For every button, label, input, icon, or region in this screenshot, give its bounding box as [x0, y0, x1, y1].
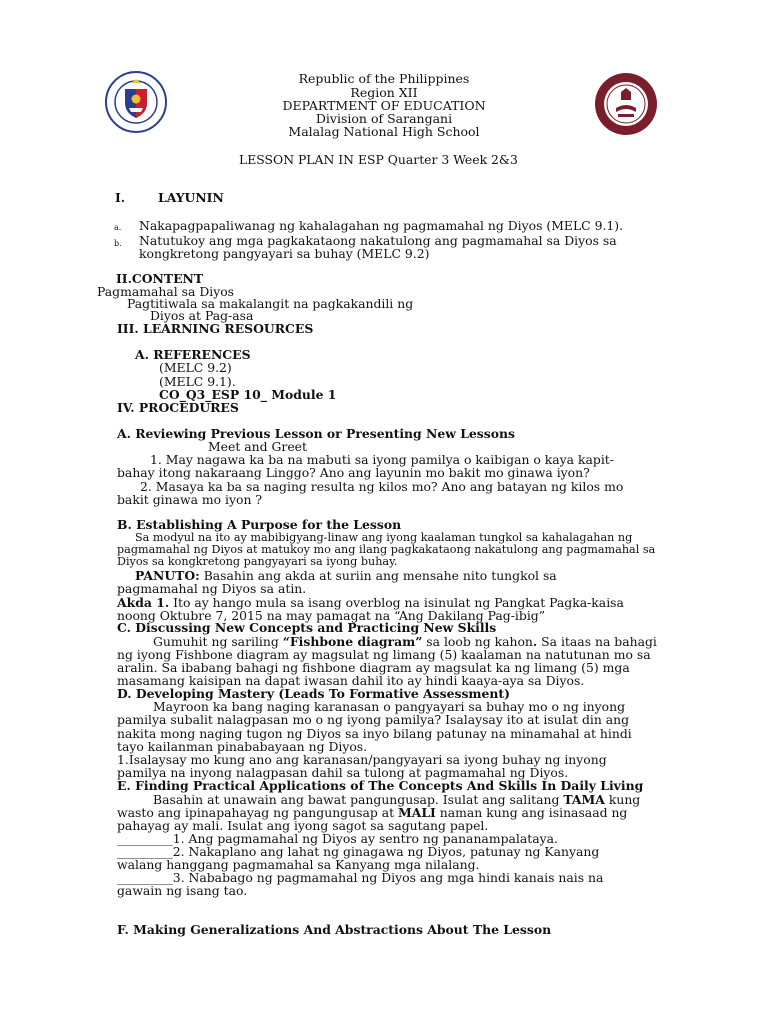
- objective-a: Nakapagpapaliwanag ng kahalagahan ng pagmamahal ng Diyos (MELC 9.1).: [139, 218, 624, 233]
- content-heading: II.CONTENT: [116, 271, 204, 286]
- procedure-a-line-5: bakit ginawa mo iyon ?: [117, 492, 263, 507]
- document-title: LESSON PLAN IN ESP Quarter 3 Week 2&3: [239, 152, 518, 167]
- content-line-2: Pagtitiwala sa makalangit na pagkakandili ng: [127, 296, 414, 311]
- procedure-d-line-1: Mayroon ka bang naging karanasan o pangyayari sa buhay mo o ng inyong: [153, 699, 626, 714]
- panuto-line-2: pagmamahal ng Diyos sa atin.: [117, 581, 307, 596]
- procedure-e-line-3: pahayag ay mali. Isulat ang iyong sagot sa sagutang papel.: [117, 818, 489, 833]
- header-school: Malalag National High School: [288, 124, 480, 139]
- procedure-d-line-5: 1.Isalaysay mo kung ano ang karanasan/pangyayari sa iyong buhay ng inyong: [117, 752, 607, 767]
- procedures-heading: IV. PROCEDURES: [117, 400, 239, 415]
- header-division: Division of Sarangani: [315, 111, 453, 126]
- fishbone-period: .: [532, 634, 538, 649]
- reference-module: CO_Q3_ESP 10_ Module 1: [159, 387, 337, 402]
- mali-term: MALI: [398, 805, 436, 820]
- procedure-e-item-2-cont: walang hanggang pagmamahal sa Kanyang mga nilalang.: [117, 857, 480, 872]
- akda-text: Ito ay hango mula sa isang overblog na isinulat ng Pangkat Pagka-kaisa: [169, 595, 624, 610]
- reference-2: (MELC 9.1).: [159, 374, 236, 389]
- objective-b-line1: Natutukoy ang mga pagkakataong nakatulong ang pagmamahal sa Diyos sa: [139, 233, 617, 248]
- procedure-a-line-4: 2. Masaya ka ba sa naging resulta ng kilos mo? Ano ang batayan ng kilos mo: [140, 479, 624, 494]
- procedure-b-small-1: Sa modyul na ito ay mabibigyang-linaw ang iyong kaalaman tungkol sa kahalagahan ng: [135, 531, 633, 544]
- procedure-f-heading: F. Making Generalizations And Abstractions About The Lesson: [117, 922, 552, 937]
- procedure-e-item-3-cont: gawain ng isang tao.: [117, 883, 248, 898]
- procedure-a-line-1: Meet and Greet: [208, 439, 307, 454]
- procedure-a-line-3: bahay itong nakaraang Linggo? Ano ang layunin mo bakit mo ginawa iyon?: [117, 465, 590, 480]
- mali-text-post: naman kung ang isinasaad ng: [435, 805, 628, 820]
- list-marker-a: a.: [114, 223, 122, 232]
- panuto-label: PANUTO:: [135, 568, 200, 583]
- mali-text-pre: wasto ang ipinapahayag ng pangungusap at: [117, 805, 399, 820]
- content-line-3: Diyos at Pag-asa: [150, 308, 254, 323]
- procedure-d-heading: D. Developing Mastery (Leads To Formative Assessment): [117, 686, 511, 701]
- procedure-b-small-3: Diyos sa kongkretong pangyayari sa iyong buhay.: [117, 555, 398, 568]
- procedure-e-heading: E. Finding Practical Applications of The Concepts And Skills In Daily Living: [117, 778, 644, 793]
- procedure-c-line-4: masamang kaisipan na dapat iwasan dahil ito ay hindi kaaya-aya sa Diyos.: [117, 673, 585, 688]
- tama-text-post: kung: [604, 792, 641, 807]
- fishbone-term: “Fishbone diagram”: [282, 634, 423, 649]
- objective-b-line2: kongkretong pangyayari sa buhay (MELC 9.2): [139, 246, 430, 261]
- panuto-text: Basahin ang akda at suriin ang mensahe nito tungkol sa: [199, 568, 557, 583]
- procedure-b-small-2: pagmamahal ng Diyos at matukoy mo ang ilang pagkakataong nakatulong ang pagmamahal sa: [117, 543, 656, 556]
- section-number-i: I.: [115, 190, 126, 205]
- procedure-e-item-2: _________2. Nakaplano ang lahat ng ginagawa ng Diyos, patunay ng Kanyang: [117, 844, 600, 859]
- layunin-heading: LAYUNIN: [158, 190, 224, 205]
- procedure-d-line-2: pamilya subalit nalagpasan mo o ng iyong pamilya? Isalaysay ito at isulat din ang: [117, 712, 630, 727]
- procedure-c-heading: C. Discussing New Concepts and Practicing New Skills: [117, 620, 497, 635]
- content-line-1: Pagmamahal sa Diyos: [97, 284, 235, 299]
- header-republic: Republic of the Philippines: [298, 71, 470, 86]
- procedure-e-item-3: _________3. Nababago ng pagmamahal ng Diyos ang mga hindi kanais nais na: [117, 870, 604, 885]
- header-department: DEPARTMENT OF EDUCATION: [282, 98, 486, 113]
- procedure-c-line-3: aralin. Sa ibabang bahagi ng fishbone diagram ay magsulat ka ng limang (5) mga: [117, 660, 630, 675]
- header-region: Region XII: [350, 85, 418, 100]
- fishbone-text-post: sa loob ng kahon: [422, 634, 533, 649]
- procedure-a-heading: A. Reviewing Previous Lesson or Presenting New Lessons: [117, 426, 516, 441]
- procedure-a-line-2: 1. May nagawa ka ba na mabuti sa iyong pamilya o kaibigan o kaya kapit-: [150, 452, 614, 467]
- tama-term: TAMA: [563, 792, 605, 807]
- reference-1: (MELC 9.2): [159, 360, 232, 375]
- procedure-e-item-1: _________1. Ang pagmamahal ng Diyos ay sentro ng pananampalataya.: [117, 831, 558, 846]
- tama-text-pre: Basahin at unawain ang bawat pangungusap. Isulat ang salitang: [153, 792, 564, 807]
- procedure-b-heading: B. Establishing A Purpose for the Lesson: [117, 517, 402, 532]
- akda-line-2: noong Oktubre 7, 2015 na may pamagat na “Ang Dakilang Pag-ibig”: [117, 608, 546, 623]
- akda-label: Akda 1.: [117, 595, 170, 610]
- procedure-d-line-4: tayo kailanman pinababayaan ng Diyos.: [117, 739, 368, 754]
- resources-heading: III. LEARNING RESOURCES: [117, 321, 314, 336]
- list-marker-b: b.: [114, 239, 122, 248]
- procedure-c-line-2: ng iyong Fishbone diagram ay magsulat ng limang (5) kaalaman na natutunan mo sa: [117, 647, 651, 662]
- fishbone-text-pre: Gumuhit ng sariling: [153, 634, 283, 649]
- procedure-d-line-6: pamilya na inyong nalagpasan dahil sa tulong at pagmamahal ng Diyos.: [117, 765, 569, 780]
- references-heading: A. REFERENCES: [135, 347, 251, 362]
- procedure-d-line-3: nakita mong naging tugon ng Diyos sa inyo bilang patunay na minamahal at hindi: [117, 726, 632, 741]
- fishbone-text-end: Sa itaas na bahagi: [537, 634, 657, 649]
